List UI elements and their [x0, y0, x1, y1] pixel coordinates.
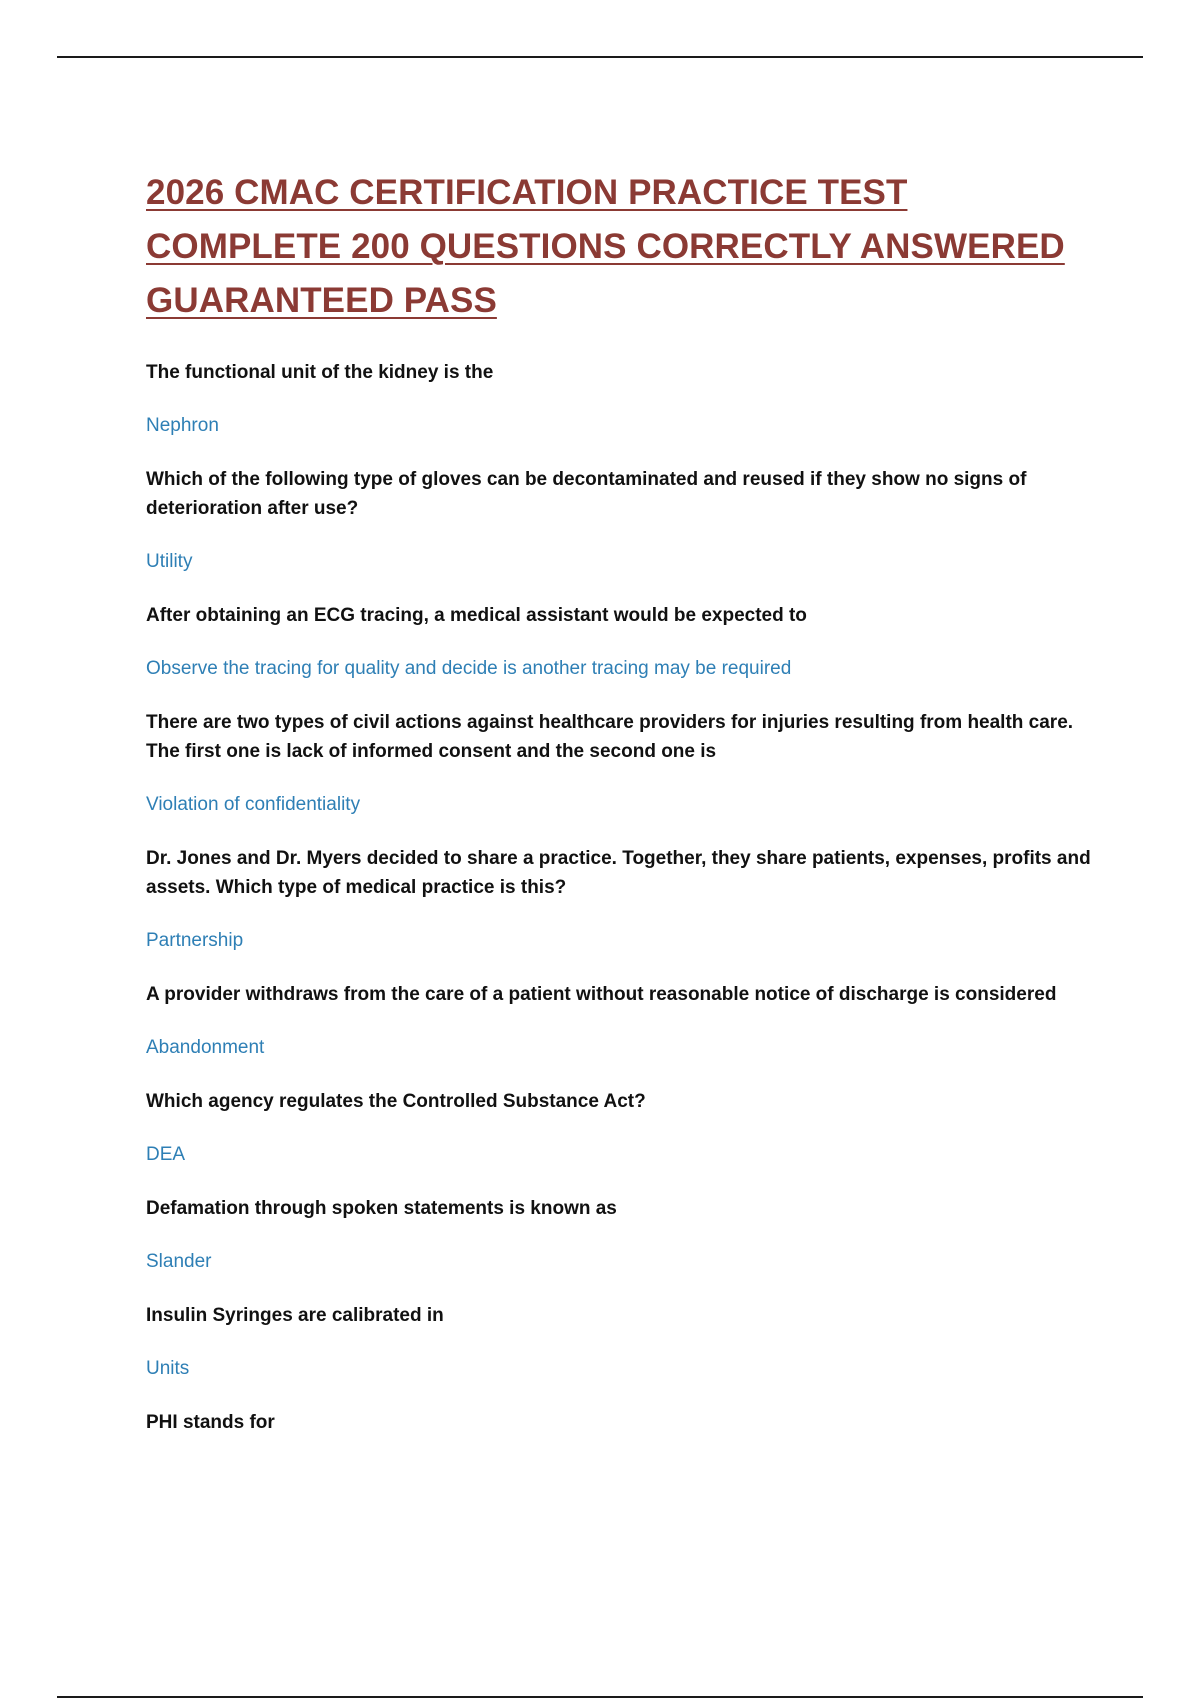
document-body — [146, 166, 1101, 1461]
question-6: A provider withdraws from the care of a patient without reasonable notice of discharge is considered — [146, 984, 1057, 1005]
question-4: There are two types of civil actions against healthcare providers for injuries resulting from health care. The first one is lack of informed consent and the second one is — [146, 712, 1074, 762]
answer-9: Units — [146, 1358, 190, 1379]
question-9: Insulin Syringes are calibrated in — [146, 1305, 444, 1326]
question-7: Which agency regulates the Controlled Substance Act? — [146, 1091, 646, 1112]
qa-list — [146, 358, 1101, 1437]
question-10: PHI stands for — [146, 1412, 275, 1433]
answer-2: Utility — [146, 551, 193, 572]
question-3: After obtaining an ECG tracing, a medical assistant would be expected to — [146, 605, 807, 626]
document-title — [146, 166, 1101, 328]
question-1: The functional unit of the kidney is the — [146, 362, 494, 383]
answer-8: Slander — [146, 1251, 212, 1272]
answer-1: Nephron — [146, 415, 219, 436]
answer-6: Abandonment — [146, 1037, 265, 1058]
bottom-rule — [57, 1696, 1143, 1698]
document-title-text: 2026 CMAC CERTIFICATION PRACTICE TEST COMPLETE 200 QUESTIONS CORRECTLY ANSWERED GUARANTEED PASS — [146, 173, 1065, 320]
answer-3: Observe the tracing for quality and decide is another tracing may be required — [146, 658, 792, 679]
answer-5: Partnership — [146, 930, 244, 951]
question-2: Which of the following type of gloves can be decontaminated and reused if they show no signs of deterioration after use? — [146, 469, 1027, 519]
question-5: Dr. Jones and Dr. Myers decided to share a practice. Together, they share patients, expenses, profits and assets. Which type of medical practice is this? — [146, 848, 1091, 898]
top-rule — [57, 56, 1143, 58]
answer-7: DEA — [146, 1144, 186, 1165]
answer-4: Violation of confidentiality — [146, 794, 361, 815]
question-8: Defamation through spoken statements is known as — [146, 1198, 617, 1219]
